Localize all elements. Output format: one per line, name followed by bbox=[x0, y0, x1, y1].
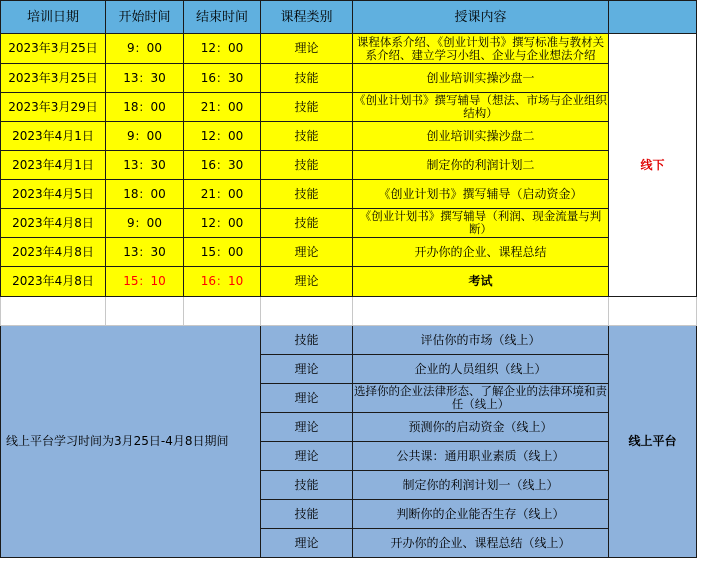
header-end: 结束时间 bbox=[184, 1, 261, 34]
start-cell: 13：30 bbox=[106, 64, 184, 93]
date-cell: 2023年4月1日 bbox=[1, 151, 106, 180]
end-cell: 15：00 bbox=[184, 238, 261, 267]
type-cell: 理论 bbox=[261, 34, 353, 64]
date-cell: 2023年4月8日 bbox=[1, 209, 106, 238]
type-cell: 技能 bbox=[261, 326, 353, 355]
type-cell: 理论 bbox=[261, 413, 353, 442]
start-cell: 9：00 bbox=[106, 34, 184, 64]
start-cell: 13：30 bbox=[106, 151, 184, 180]
start-cell: 13：30 bbox=[106, 238, 184, 267]
type-cell: 理论 bbox=[261, 384, 353, 413]
type-cell: 理论 bbox=[261, 267, 353, 297]
header-start: 开始时间 bbox=[106, 1, 184, 34]
type-cell: 技能 bbox=[261, 209, 353, 238]
spacer-row bbox=[1, 297, 697, 326]
content-cell: 选择你的企业法律形态、了解企业的法律环境和责任（线上） bbox=[354, 384, 607, 411]
table-row bbox=[1, 267, 697, 297]
header-mode bbox=[609, 1, 697, 34]
content-cell: 判断你的企业能否生存（线上） bbox=[353, 500, 609, 529]
content-cell: 考试 bbox=[353, 267, 609, 297]
start-cell: 9：00 bbox=[106, 122, 184, 151]
table-row bbox=[1, 34, 697, 64]
table-row bbox=[1, 209, 697, 238]
table-row bbox=[1, 151, 697, 180]
offline-mode-label: 线下 bbox=[609, 34, 697, 297]
date-cell: 2023年4月1日 bbox=[1, 122, 106, 151]
content-cell: 课程体系介绍、《创业计划书》撰写标准与教材关系介绍、建立学习小组、企业与企业想法介绍 bbox=[353, 34, 609, 64]
type-cell: 技能 bbox=[261, 471, 353, 500]
type-cell: 技能 bbox=[261, 151, 353, 180]
date-cell: 2023年3月29日 bbox=[1, 93, 106, 122]
content-cell: 《创业计划书》撰写辅导（想法、市场与企业组织结构） bbox=[354, 93, 607, 120]
header-content: 授课内容 bbox=[353, 1, 609, 34]
start-cell: 18：00 bbox=[106, 180, 184, 209]
content-cell: 创业培训实操沙盘二 bbox=[353, 122, 609, 151]
table-row bbox=[1, 93, 697, 122]
type-cell: 理论 bbox=[261, 355, 353, 384]
content-cell: 制定你的利润计划一（线上） bbox=[353, 471, 609, 500]
type-cell: 理论 bbox=[261, 238, 353, 267]
type-cell: 技能 bbox=[261, 500, 353, 529]
table-row bbox=[1, 238, 697, 267]
content-cell: 评估你的市场（线上） bbox=[353, 326, 609, 355]
header-row bbox=[1, 1, 697, 34]
date-cell: 2023年4月8日 bbox=[1, 238, 106, 267]
end-cell: 12：00 bbox=[184, 34, 261, 64]
table-row bbox=[1, 64, 697, 93]
start-cell: 18：00 bbox=[106, 93, 184, 122]
end-cell: 12：00 bbox=[184, 122, 261, 151]
table-row bbox=[1, 180, 697, 209]
content-cell: 《创业计划书》撰写辅导（启动资金） bbox=[353, 180, 609, 209]
content-cell: 《创业计划书》撰写辅导（利润、现金流量与判断） bbox=[353, 209, 609, 238]
start-cell: 9：00 bbox=[106, 209, 184, 238]
online-info: 线上平台学习时间为3月25日-4月8日期间 bbox=[1, 326, 261, 558]
content-cell: 创业培训实操沙盘一 bbox=[353, 64, 609, 93]
date-cell: 2023年4月5日 bbox=[1, 180, 106, 209]
end-cell: 16：30 bbox=[184, 64, 261, 93]
type-cell: 技能 bbox=[261, 180, 353, 209]
content-cell: 预测你的启动资金（线上） bbox=[353, 413, 609, 442]
content-cell: 开办你的企业、课程总结（线上） bbox=[353, 529, 609, 558]
end-cell: 21：00 bbox=[184, 180, 261, 209]
content-cell: 开办你的企业、课程总结 bbox=[353, 238, 609, 267]
header-date: 培训日期 bbox=[1, 1, 106, 34]
date-cell: 2023年4月8日 bbox=[1, 267, 106, 297]
header-type: 课程类别 bbox=[261, 1, 353, 34]
date-cell: 2023年3月25日 bbox=[1, 64, 106, 93]
content-cell: 公共课：通用职业素质（线上） bbox=[353, 442, 609, 471]
end-cell: 16：30 bbox=[184, 151, 261, 180]
end-cell: 16：10 bbox=[184, 267, 261, 297]
start-cell: 15：10 bbox=[106, 267, 184, 297]
table-row bbox=[1, 122, 697, 151]
content-cell: 制定你的利润计划二 bbox=[353, 151, 609, 180]
date-cell: 2023年3月25日 bbox=[1, 34, 106, 64]
type-cell: 理论 bbox=[261, 529, 353, 558]
online-mode-label: 线上平台 bbox=[609, 326, 697, 558]
content-cell: 企业的人员组织（线上） bbox=[353, 355, 609, 384]
table-row bbox=[1, 326, 697, 355]
end-cell: 12：00 bbox=[184, 209, 261, 238]
type-cell: 技能 bbox=[261, 64, 353, 93]
end-cell: 21：00 bbox=[184, 93, 261, 122]
type-cell: 技能 bbox=[261, 93, 353, 122]
type-cell: 理论 bbox=[261, 442, 353, 471]
type-cell: 技能 bbox=[261, 122, 353, 151]
